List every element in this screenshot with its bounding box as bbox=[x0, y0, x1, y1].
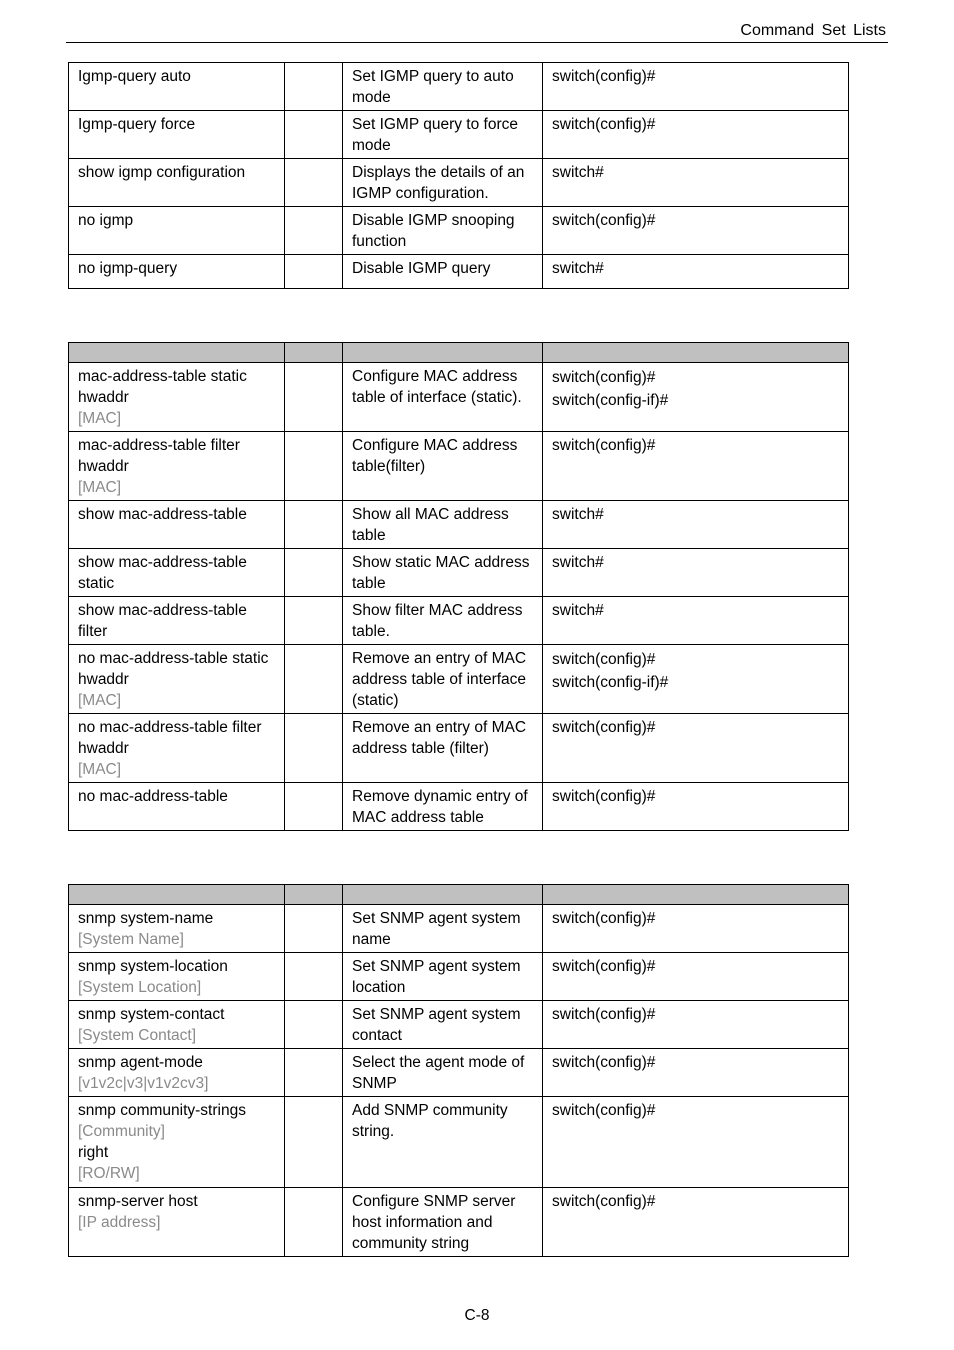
table-row bbox=[69, 111, 849, 159]
table-header-row bbox=[69, 885, 849, 905]
command-text: no mac-address-table bbox=[78, 788, 228, 805]
level-cell bbox=[285, 1188, 343, 1257]
command-text: no igmp bbox=[78, 212, 134, 229]
header-cell bbox=[343, 343, 543, 363]
command-cell bbox=[69, 783, 285, 831]
mode-text: switch(config)# bbox=[552, 116, 656, 133]
snmp-command-table bbox=[68, 884, 849, 1257]
level-cell bbox=[285, 597, 343, 645]
mode-text: switch# bbox=[552, 554, 604, 571]
command-parameter: [MAC] bbox=[78, 692, 122, 709]
command-parameter: [MAC] bbox=[78, 761, 122, 778]
level-cell bbox=[285, 783, 343, 831]
mode-text: switch(config-if)# bbox=[552, 392, 669, 409]
igmp-command-table bbox=[68, 62, 849, 289]
mode-cell bbox=[543, 255, 849, 289]
table-row bbox=[69, 159, 849, 207]
table-row bbox=[69, 953, 849, 1001]
description-cell: Configure MAC address table(filter) bbox=[343, 432, 543, 501]
description-cell: Remove an entry of MAC address table (filter) bbox=[343, 714, 543, 783]
command-text: snmp-server host bbox=[78, 1193, 198, 1210]
command-parameter: [MAC] bbox=[78, 410, 122, 427]
table-row bbox=[69, 783, 849, 831]
command-cell bbox=[69, 207, 285, 255]
mode-text: switch(config)# bbox=[552, 1006, 656, 1023]
command-text: snmp community-strings bbox=[78, 1102, 246, 1119]
command-text: mac-address-table static hwaddr bbox=[78, 368, 247, 406]
mode-cell bbox=[543, 645, 849, 714]
command-parameter: [Community] bbox=[78, 1123, 165, 1140]
mode-text: switch(config)# bbox=[552, 369, 656, 386]
table-row bbox=[69, 1188, 849, 1257]
command-cell bbox=[69, 1049, 285, 1097]
level-cell bbox=[285, 1097, 343, 1188]
command-cell bbox=[69, 432, 285, 501]
header-cell bbox=[69, 885, 285, 905]
command-cell bbox=[69, 363, 285, 432]
command-cell bbox=[69, 159, 285, 207]
description-cell: Add SNMP community string. bbox=[343, 1097, 543, 1188]
mode-cell bbox=[543, 63, 849, 111]
description-cell: Set SNMP agent system name bbox=[343, 905, 543, 953]
command-text: mac-address-table filter hwaddr bbox=[78, 437, 240, 475]
mode-cell bbox=[543, 1188, 849, 1257]
level-cell bbox=[285, 501, 343, 549]
mode-text: switch(config)# bbox=[552, 68, 656, 85]
mode-text: switch(config)# bbox=[552, 651, 656, 668]
table-row bbox=[69, 597, 849, 645]
page-number: C-8 bbox=[464, 1307, 490, 1324]
table-row bbox=[69, 432, 849, 501]
level-cell bbox=[285, 1001, 343, 1049]
command-text: snmp system-location bbox=[78, 958, 228, 975]
description-cell: Select the agent mode of SNMP bbox=[343, 1049, 543, 1097]
command-cell bbox=[69, 645, 285, 714]
mode-cell bbox=[543, 597, 849, 645]
table-row bbox=[69, 255, 849, 289]
command-cell bbox=[69, 111, 285, 159]
command-cell bbox=[69, 1001, 285, 1049]
command-text: no mac-address-table filter hwaddr bbox=[78, 719, 262, 757]
table-row bbox=[69, 645, 849, 714]
mode-cell bbox=[543, 549, 849, 597]
command-parameter: [System Name] bbox=[78, 931, 184, 948]
level-cell bbox=[285, 645, 343, 714]
command-cell bbox=[69, 501, 285, 549]
table-row bbox=[69, 63, 849, 111]
mode-text: switch(config)# bbox=[552, 437, 656, 454]
level-cell bbox=[285, 432, 343, 501]
command-cell bbox=[69, 1097, 285, 1188]
command-text: no mac-address-table static hwaddr bbox=[78, 650, 269, 688]
command-text: right bbox=[78, 1144, 109, 1161]
mode-text: switch# bbox=[552, 602, 604, 619]
level-cell bbox=[285, 953, 343, 1001]
mode-cell bbox=[543, 501, 849, 549]
command-text: Igmp-query force bbox=[78, 116, 196, 133]
command-parameter: [MAC] bbox=[78, 479, 122, 496]
header-cell bbox=[69, 343, 285, 363]
mode-cell bbox=[543, 363, 849, 432]
header-cell bbox=[285, 885, 343, 905]
level-cell bbox=[285, 255, 343, 289]
command-text: show mac-address-table filter bbox=[78, 602, 247, 640]
command-parameter: [RO/RW] bbox=[78, 1165, 140, 1182]
mode-cell bbox=[543, 905, 849, 953]
table-row bbox=[69, 1001, 849, 1049]
table-row bbox=[69, 1049, 849, 1097]
mode-text: switch(config)# bbox=[552, 719, 656, 736]
description-cell: Show static MAC address table bbox=[343, 549, 543, 597]
mode-text: switch(config)# bbox=[552, 788, 656, 805]
level-cell bbox=[285, 549, 343, 597]
mac-address-command-table bbox=[68, 342, 849, 831]
description-cell: Set SNMP agent system contact bbox=[343, 1001, 543, 1049]
command-cell bbox=[69, 953, 285, 1001]
mode-cell bbox=[543, 159, 849, 207]
table-row bbox=[69, 207, 849, 255]
description-cell: Displays the details of an IGMP configuration. bbox=[343, 159, 543, 207]
command-text: show mac-address-table static bbox=[78, 554, 247, 592]
mode-text: switch(config)# bbox=[552, 1054, 656, 1071]
mode-text: switch(config)# bbox=[552, 958, 656, 975]
table-header-row bbox=[69, 343, 849, 363]
command-text: no igmp-query bbox=[78, 260, 178, 277]
table-row bbox=[69, 501, 849, 549]
description-cell: Set SNMP agent system location bbox=[343, 953, 543, 1001]
mode-text: switch(config-if)# bbox=[552, 674, 669, 691]
header-rule bbox=[66, 42, 888, 43]
command-cell bbox=[69, 63, 285, 111]
command-parameter: [System Location] bbox=[78, 979, 202, 996]
table-row bbox=[69, 905, 849, 953]
command-cell bbox=[69, 905, 285, 953]
command-cell bbox=[69, 549, 285, 597]
mode-text: switch(config)# bbox=[552, 1102, 656, 1119]
command-cell bbox=[69, 597, 285, 645]
command-text: Igmp-query auto bbox=[78, 68, 191, 85]
command-text: snmp system-name bbox=[78, 910, 214, 927]
level-cell bbox=[285, 111, 343, 159]
description-cell: Set IGMP query to force mode bbox=[343, 111, 543, 159]
command-cell bbox=[69, 255, 285, 289]
level-cell bbox=[285, 714, 343, 783]
command-cell bbox=[69, 1188, 285, 1257]
table-row bbox=[69, 549, 849, 597]
description-cell: Set IGMP query to auto mode bbox=[343, 63, 543, 111]
mode-cell bbox=[543, 783, 849, 831]
mode-cell bbox=[543, 1001, 849, 1049]
mode-cell bbox=[543, 1049, 849, 1097]
table-row bbox=[69, 714, 849, 783]
description-cell: Show all MAC address table bbox=[343, 501, 543, 549]
mode-text: switch# bbox=[552, 506, 604, 523]
level-cell bbox=[285, 63, 343, 111]
level-cell bbox=[285, 905, 343, 953]
mode-cell bbox=[543, 953, 849, 1001]
description-cell: Remove an entry of MAC address table of interface (static) bbox=[343, 645, 543, 714]
command-parameter: [IP address] bbox=[78, 1214, 161, 1231]
level-cell bbox=[285, 207, 343, 255]
level-cell bbox=[285, 363, 343, 432]
level-cell bbox=[285, 159, 343, 207]
description-cell: Configure SNMP server host information and community string bbox=[343, 1188, 543, 1257]
table-row bbox=[69, 363, 849, 432]
mode-cell bbox=[543, 1097, 849, 1188]
description-cell: Configure MAC address table of interface (static). bbox=[343, 363, 543, 432]
header-cell bbox=[543, 885, 849, 905]
mode-text: switch(config)# bbox=[552, 910, 656, 927]
command-text: show mac-address-table bbox=[78, 506, 247, 523]
header-cell bbox=[343, 885, 543, 905]
command-parameter: [v1v2c|v3|v1v2cv3] bbox=[78, 1075, 209, 1092]
description-cell: Disable IGMP snooping function bbox=[343, 207, 543, 255]
header-cell bbox=[285, 343, 343, 363]
command-text: show igmp configuration bbox=[78, 164, 246, 181]
mode-cell bbox=[543, 207, 849, 255]
mode-text: switch# bbox=[552, 164, 604, 181]
header-cell bbox=[543, 343, 849, 363]
table-row bbox=[69, 1097, 849, 1188]
page-header-title: Command Set Lists bbox=[740, 22, 886, 39]
description-cell: Disable IGMP query bbox=[343, 255, 543, 289]
description-cell: Show filter MAC address table. bbox=[343, 597, 543, 645]
mode-text: switch(config)# bbox=[552, 212, 656, 229]
mode-cell bbox=[543, 714, 849, 783]
command-text: snmp system-contact bbox=[78, 1006, 225, 1023]
command-text: snmp agent-mode bbox=[78, 1054, 203, 1071]
level-cell bbox=[285, 1049, 343, 1097]
command-parameter: [System Contact] bbox=[78, 1027, 197, 1044]
description-cell: Remove dynamic entry of MAC address table bbox=[343, 783, 543, 831]
mode-cell bbox=[543, 111, 849, 159]
command-cell bbox=[69, 714, 285, 783]
mode-text: switch(config)# bbox=[552, 1193, 656, 1210]
mode-text: switch# bbox=[552, 260, 604, 277]
mode-cell bbox=[543, 432, 849, 501]
